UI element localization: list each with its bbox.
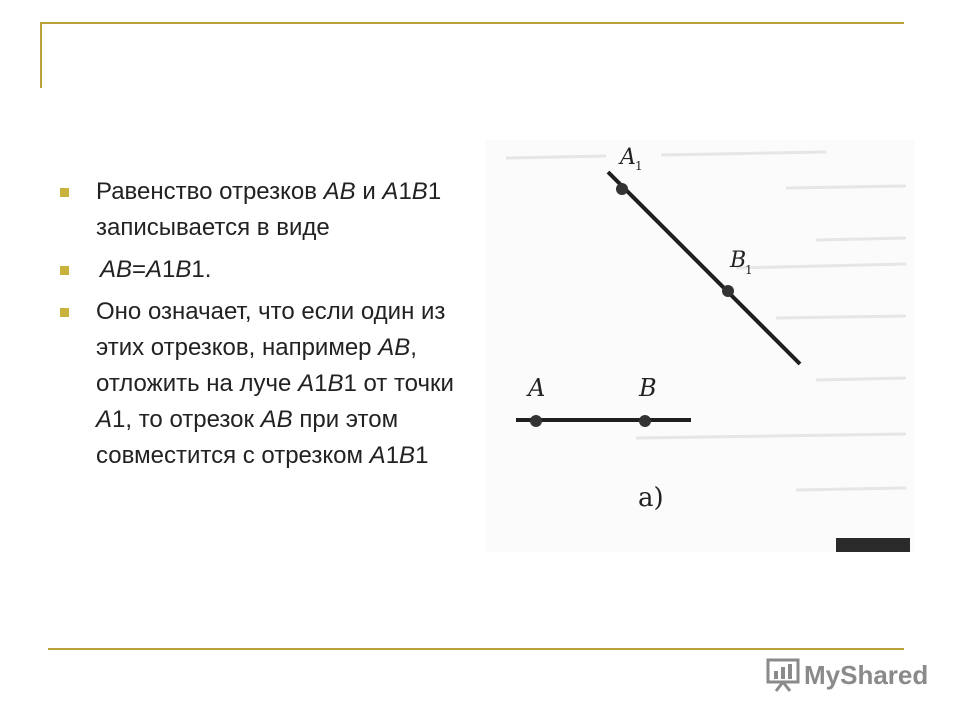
label-b1: B <box>730 248 747 273</box>
bullet-square-icon <box>60 266 69 275</box>
label-a: A <box>528 374 546 402</box>
segments-diagram <box>486 140 914 552</box>
label-a1-sub: 1 <box>635 159 643 173</box>
faded-background-text <box>506 152 906 490</box>
watermark <box>766 656 936 694</box>
segments-figure <box>486 140 914 552</box>
bullet-2-formula: АВ=А1В1. <box>100 256 212 283</box>
point-a <box>530 415 542 427</box>
label-b: B <box>639 374 657 402</box>
point-a1 <box>616 183 628 195</box>
bullet-3-text: Оно означает, что если один из этих отрезков, например АВ, отложить на луче А1В1 от точки А1, то отрезок АВ при этом совместится с отрезком А1В1 <box>96 298 454 469</box>
label-a1: A <box>620 145 636 170</box>
frame-top-line <box>40 22 904 24</box>
watermark-text: MyShared <box>804 660 929 690</box>
bullet-item-2 <box>58 252 478 288</box>
bullet-square-icon <box>60 188 69 197</box>
bullet-item-1 <box>58 174 478 246</box>
slide-text <box>58 174 478 480</box>
bullet-1-text: Равенство отрезков АВ и А1В1 записывается в виде <box>96 178 442 241</box>
bullet-item-3 <box>58 294 478 474</box>
point-b <box>639 415 651 427</box>
figure-caption: а) <box>638 483 664 513</box>
bullet-square-icon <box>60 308 69 317</box>
myshared-logo-icon <box>766 658 800 692</box>
label-b1-sub: 1 <box>745 263 753 277</box>
point-b1 <box>722 285 734 297</box>
frame-bottom-line <box>48 648 904 650</box>
cropped-caption-fragment <box>836 538 910 552</box>
frame-left-line <box>40 22 42 88</box>
